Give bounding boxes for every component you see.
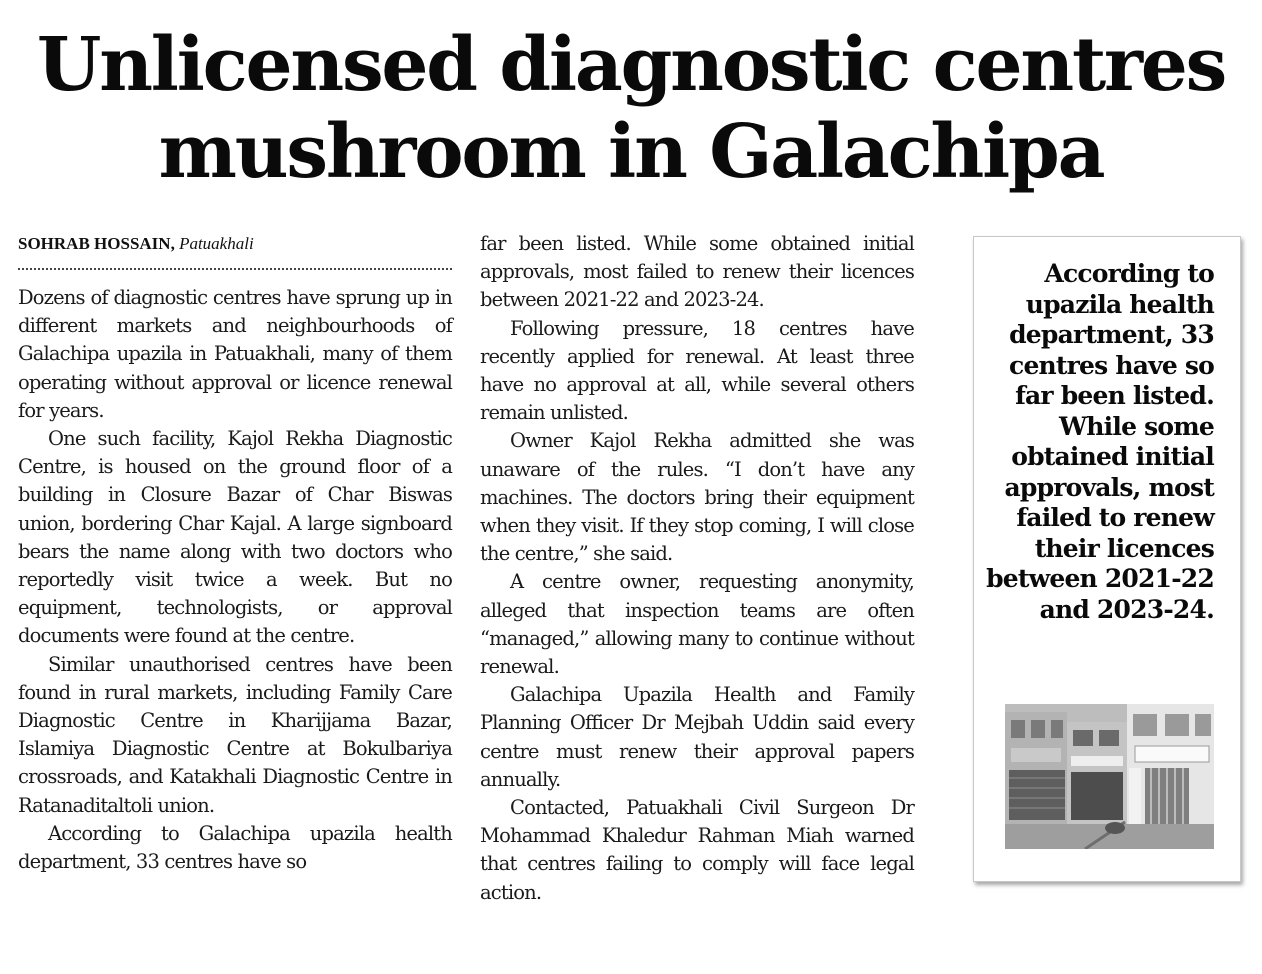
paragraph: One such facility, Kajol Rekha Diagnostic Centre, is housed on the ground floor of a building in Closure Bazar of Char Biswas union, bordering Char Kajal. A large signboard bears the name along with two doctors who reportedly visit twice a week. But no equipment, technologists, or approval documents were found at the centre. (18, 427, 452, 648)
byline (18, 232, 452, 256)
pull-quote: According to upazila health department, 33 centres have so far been listed. While some obtained initial approvals, most failed to renew their licences between 2021-22 and 2023-24. (986, 259, 1214, 624)
paragraph: A centre owner, requesting anonymity, alleged that inspection teams are often “managed,” allowing many to continue without renewal. (480, 570, 914, 679)
paragraph: Dozens of diagnostic centres have sprung up in different markets and neighbourhoods of Galachipa upazila in Patuakhali, many of them operating without approval or licence renewal for years. (18, 286, 452, 422)
paragraph: Owner Kajol Rekha admitted she was unaware of the rules. “I don’t have any machines. The doctors bring their equipment when they visit. If they stop coming, I will close the centre,” she said. (480, 429, 914, 566)
paragraph: Similar unauthorised centres have been found in rural markets, including Family Care Diagnostic Centre in Kharijjama Bazar, Islamiya Diagnostic Centre at Bokulbariya crossroads, and Katakhali Diagnostic Centre in Ratanaditaltoli union. (18, 652, 452, 817)
paragraph: Following pressure, 18 centres have recently applied for renewal. At least three have no approval at all, while several others remain unlisted. (480, 316, 914, 425)
article-column-1 (18, 284, 452, 876)
article-column-2 (480, 230, 914, 907)
headline: Unlicensed diagnostic centres mushroom in Galachipa (36, 22, 1226, 195)
pull-quote-box (973, 236, 1241, 882)
byline-author: SOHRAB HOSSAIN, (18, 234, 175, 253)
byline-divider (18, 268, 452, 270)
paragraph: Contacted, Patuakhali Civil Surgeon Dr Mohammad Khaledur Rahman Miah warned that centres failing to comply will face legal action. (480, 796, 914, 904)
paragraph: far been listed. While some obtained initial approvals, most failed to renew their licences between 2021-22 and 2023-24. (480, 232, 914, 312)
paragraph: According to Galachipa upazila health department, 33 centres have so (18, 821, 452, 874)
paragraph: Galachipa Upazila Health and Family Planning Officer Dr Mejbah Uddin said every centre must renew their approval papers annually. (480, 683, 914, 791)
byline-location: Patuakhali (179, 234, 254, 253)
storefront-photo (1005, 704, 1214, 849)
